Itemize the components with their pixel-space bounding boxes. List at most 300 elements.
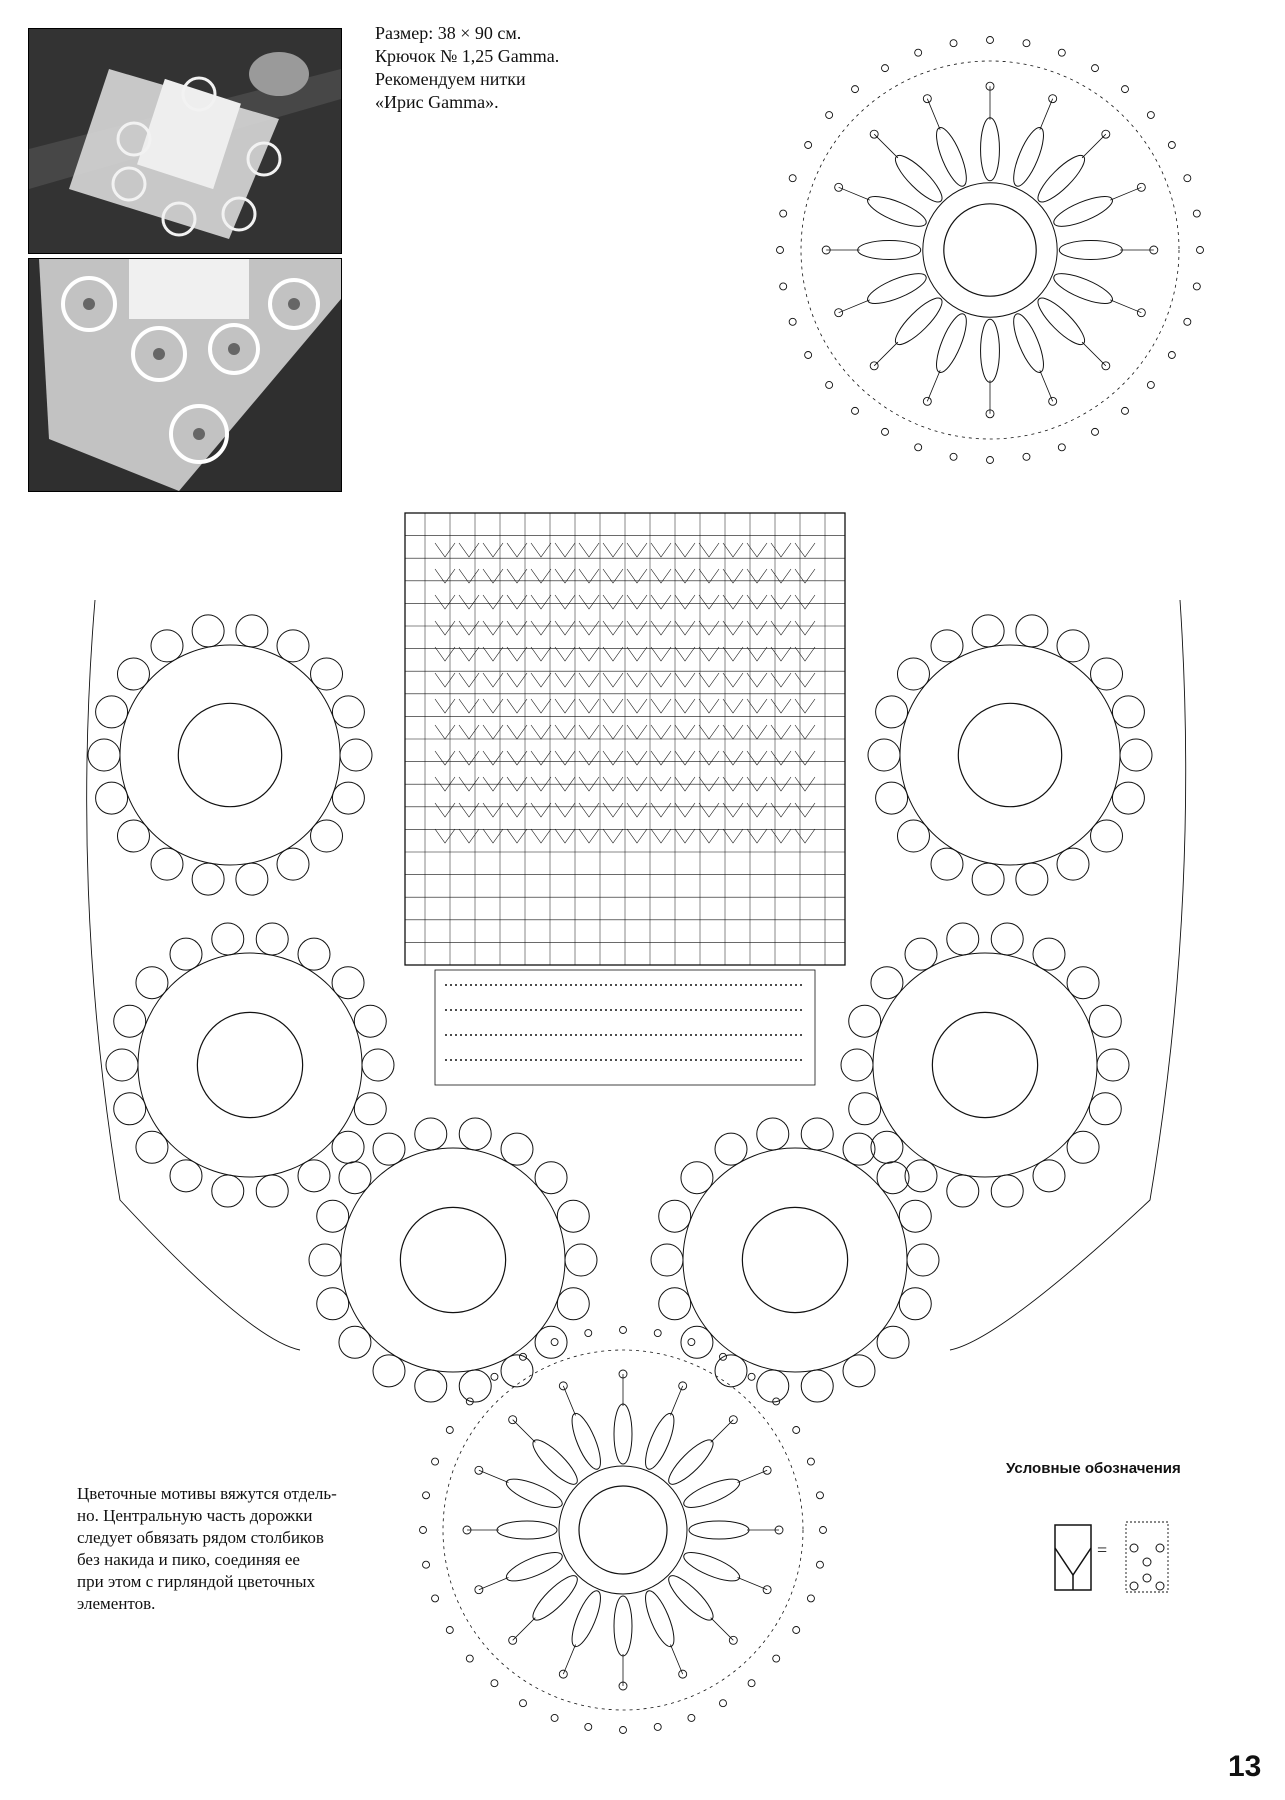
grid-v-stitch <box>675 595 695 609</box>
motif-center-ring <box>944 204 1036 296</box>
motif-hole <box>400 1207 505 1312</box>
motif-petal <box>899 1288 931 1320</box>
edge-picot <box>1023 453 1030 460</box>
flower-motif-top <box>777 37 1204 464</box>
motif-petal <box>614 1596 632 1656</box>
grid-v-stitch <box>651 543 671 557</box>
motif-petal <box>528 1435 583 1490</box>
grid-v-stitch <box>555 725 575 739</box>
grid-v-stitch <box>699 829 719 843</box>
grid-v-stitch <box>675 803 695 817</box>
edge-picot <box>654 1330 661 1337</box>
grid-v-stitch <box>435 621 455 635</box>
legend-picot <box>1143 1558 1151 1566</box>
grid-v-stitch <box>603 595 623 609</box>
edge-picot <box>1184 318 1191 325</box>
motif-petal <box>905 1160 937 1192</box>
grid-v-stitch <box>603 621 623 635</box>
motif-chain <box>479 1577 509 1589</box>
grid-v-stitch <box>723 543 743 557</box>
grid-v-stitch <box>603 751 623 765</box>
motif-petal <box>114 1005 146 1037</box>
grid-v-stitch <box>675 751 695 765</box>
motif-petal <box>362 1049 394 1081</box>
edge-picot <box>1092 428 1099 435</box>
motif-petal <box>1008 310 1050 375</box>
motif-petal <box>1089 1093 1121 1125</box>
motif-petal <box>256 1175 288 1207</box>
grid-v-stitch <box>555 595 575 609</box>
grid-v-stitch <box>723 725 743 739</box>
motif-petal <box>415 1370 447 1402</box>
motif-petal <box>1091 820 1123 852</box>
motif-petal <box>317 1200 349 1232</box>
grid-v-stitch <box>531 673 551 687</box>
motif-petal <box>981 319 1000 382</box>
edge-picot <box>491 1680 498 1687</box>
motif-petal <box>1091 658 1123 690</box>
motif-petal <box>136 967 168 999</box>
edge-picot <box>807 1595 814 1602</box>
grid-v-stitch <box>699 803 719 817</box>
legend-picot <box>1130 1544 1138 1552</box>
grid-v-stitch <box>699 543 719 557</box>
hook-text: Крючок № 1,25 Gamma. <box>375 46 560 66</box>
edge-picot <box>423 1561 430 1568</box>
grid-v-stitch <box>555 829 575 843</box>
motif-petal <box>876 696 908 728</box>
motif-petal <box>151 848 183 880</box>
grid-v-stitch <box>507 699 527 713</box>
grid-v-stitch <box>579 647 599 661</box>
grid-v-stitch <box>459 647 479 661</box>
grid-v-stitch <box>555 647 575 661</box>
motif-petal <box>535 1162 567 1194</box>
edge-picot <box>1147 112 1154 119</box>
grid-v-stitch <box>651 647 671 661</box>
grid-v-stitch <box>459 673 479 687</box>
legend-picot <box>1156 1544 1164 1552</box>
grid-v-stitch <box>723 699 743 713</box>
edge-picot <box>520 1700 527 1707</box>
motif-hole <box>197 1012 302 1117</box>
motif-petal <box>1120 739 1152 771</box>
grid-v-stitch <box>459 725 479 739</box>
motif-petal <box>801 1118 833 1150</box>
note-line: элементов. <box>77 1594 156 1613</box>
motif-petal <box>876 782 908 814</box>
motif-petal <box>843 1355 875 1387</box>
grid-v-stitch <box>459 621 479 635</box>
motif-petal <box>864 191 929 233</box>
motif-petal <box>311 820 343 852</box>
legend-title: Условные обозначения <box>1006 1460 1181 1477</box>
grid-v-stitch <box>531 725 551 739</box>
edge-picot <box>1147 381 1154 388</box>
motif-petal <box>170 1160 202 1192</box>
motif-petal <box>1033 1160 1065 1192</box>
grid-v-stitch <box>795 621 815 635</box>
motif-petal <box>663 1435 718 1490</box>
grid-v-stitch <box>579 803 599 817</box>
motif-petal <box>277 630 309 662</box>
grid-v-stitch <box>795 595 815 609</box>
grid-v-stitch <box>507 725 527 739</box>
edge-picot <box>793 1627 800 1634</box>
grid-v-stitch <box>603 673 623 687</box>
grid-v-stitch <box>723 803 743 817</box>
grid-v-stitch <box>675 543 695 557</box>
grid-v-stitch <box>435 647 455 661</box>
motif-petal <box>1050 191 1115 233</box>
edge-picot <box>773 1655 780 1662</box>
grid-v-stitch <box>699 751 719 765</box>
motif-petal <box>1057 848 1089 880</box>
edge-picot <box>805 352 812 359</box>
grid-v-stitch <box>531 621 551 635</box>
motif-chain <box>670 1386 682 1416</box>
grid-v-stitch <box>459 595 479 609</box>
grid-v-stitch <box>603 647 623 661</box>
grid-v-stitch <box>579 699 599 713</box>
grid-v-stitch <box>603 829 623 843</box>
grid-v-stitch <box>699 621 719 635</box>
grid-v-stitch <box>627 673 647 687</box>
grid-v-stitch <box>579 751 599 765</box>
grid-v-stitch <box>603 803 623 817</box>
grid-v-stitch <box>675 673 695 687</box>
motif-hole <box>958 703 1061 806</box>
grid-v-stitch <box>435 699 455 713</box>
grid-v-stitch <box>627 803 647 817</box>
motif-petal <box>298 938 330 970</box>
grid-v-stitch <box>699 699 719 713</box>
grid-v-stitch <box>435 803 455 817</box>
motif-chain <box>479 1470 509 1482</box>
motif-petal <box>566 1588 606 1650</box>
motif-petal <box>1057 630 1089 662</box>
grid-v-stitch <box>795 725 815 739</box>
motif-petal <box>459 1370 491 1402</box>
motif-petal <box>212 1175 244 1207</box>
motif-chain <box>513 1618 536 1641</box>
motif-petal <box>931 310 973 375</box>
grid-v-stitch <box>531 751 551 765</box>
grid-v-stitch <box>435 829 455 843</box>
motif-petal <box>332 696 364 728</box>
motif-petal <box>151 630 183 662</box>
motif-petal <box>871 1131 903 1163</box>
grid-v-stitch <box>795 829 815 843</box>
grid-v-stitch <box>579 543 599 557</box>
grid-v-stitch <box>459 751 479 765</box>
edge-picot <box>780 210 787 217</box>
grid-v-stitch <box>699 595 719 609</box>
motif-petal <box>849 1005 881 1037</box>
motif-chain <box>1082 342 1106 366</box>
grid-v-stitch <box>555 621 575 635</box>
motif-ring <box>559 1466 687 1594</box>
motif-petal <box>212 923 244 955</box>
grid-v-stitch <box>723 595 743 609</box>
motif-petal <box>528 1570 583 1625</box>
legend-picot <box>1143 1574 1151 1582</box>
grid-v-stitch <box>723 647 743 661</box>
motif-petal <box>849 1093 881 1125</box>
motif-hole <box>932 1012 1037 1117</box>
motif-chain <box>1110 187 1141 200</box>
grid-v-stitch <box>603 699 623 713</box>
motif-petal <box>868 739 900 771</box>
motif-petal <box>681 1326 713 1358</box>
motif-petal <box>877 1162 909 1194</box>
edge-picot <box>466 1655 473 1662</box>
motif-petal <box>317 1288 349 1320</box>
grid-v-stitch <box>579 725 599 739</box>
grid-v-stitch <box>435 595 455 609</box>
border-frame <box>435 970 815 1085</box>
motif-center-ring <box>579 1486 667 1574</box>
edge-picot <box>882 428 889 435</box>
motif-petal <box>332 967 364 999</box>
edge-picot <box>826 381 833 388</box>
motif-chain <box>1110 300 1141 313</box>
edge-picot <box>789 175 796 182</box>
motif-petal <box>501 1133 533 1165</box>
grid-v-stitch <box>771 673 791 687</box>
grid-v-stitch <box>435 543 455 557</box>
edge-picot <box>585 1330 592 1337</box>
motif-petal <box>96 696 128 728</box>
motif-garland <box>87 600 1186 1402</box>
motif-petal <box>659 1200 691 1232</box>
motif-petal <box>689 1521 749 1539</box>
motif-petal <box>1112 696 1144 728</box>
grid-v-stitch <box>771 647 791 661</box>
page-number: 13 <box>1228 1750 1262 1783</box>
motif-chain <box>927 370 940 401</box>
motif-petal <box>991 923 1023 955</box>
grid-v-stitch <box>795 803 815 817</box>
motif-petal <box>801 1370 833 1402</box>
motif-hole <box>742 1207 847 1312</box>
motif-petal <box>373 1133 405 1165</box>
motif-petal <box>841 1049 873 1081</box>
grid-v-stitch <box>675 621 695 635</box>
yarn-text-2: «Ирис Gamma». <box>375 92 499 112</box>
motif-petal <box>339 1326 371 1358</box>
edge-picot <box>820 1527 827 1534</box>
grid-v-stitch <box>651 725 671 739</box>
motif-petal <box>236 615 268 647</box>
grid-v-stitch <box>627 725 647 739</box>
edge-picot <box>915 49 922 56</box>
motif-petal <box>88 739 120 771</box>
grid-v-stitch <box>771 751 791 765</box>
grid-v-stitch <box>651 595 671 609</box>
edge-picot <box>950 453 957 460</box>
edge-picot <box>432 1595 439 1602</box>
grid-v-stitch <box>507 751 527 765</box>
edge-picot <box>915 444 922 451</box>
motif-petal <box>1032 150 1090 208</box>
motif-petal <box>298 1160 330 1192</box>
note-line: следует обвязать рядом столбиков <box>77 1528 324 1547</box>
motif-petal <box>256 923 288 955</box>
edge-picot <box>423 1492 430 1499</box>
grid-v-stitch <box>507 829 527 843</box>
motif-petal <box>890 292 948 350</box>
motif-petal <box>415 1118 447 1150</box>
grid-v-stitch <box>555 673 575 687</box>
edge-picot <box>551 1339 558 1346</box>
motif-petal <box>640 1410 680 1472</box>
motif-petal <box>715 1133 747 1165</box>
edge-picot <box>551 1714 558 1721</box>
grid-v-stitch <box>795 647 815 661</box>
grid-v-stitch <box>603 543 623 557</box>
motif-petal <box>614 1404 632 1464</box>
motif-chain <box>839 187 870 200</box>
grid-v-stitch <box>507 543 527 557</box>
motif-petal <box>277 848 309 880</box>
grid-v-stitch <box>795 751 815 765</box>
motif-petal <box>354 1005 386 1037</box>
grid-v-stitch <box>651 829 671 843</box>
legend-picot <box>1130 1582 1138 1590</box>
motif-petal <box>311 658 343 690</box>
motif-petal <box>1016 863 1048 895</box>
grid-v-stitch <box>507 595 527 609</box>
motif-petal <box>1089 1005 1121 1037</box>
motif-chain <box>874 134 898 158</box>
motif-chain <box>670 1645 682 1675</box>
grid-v-stitch <box>651 699 671 713</box>
motif-chain <box>1040 99 1053 130</box>
motif-petal <box>715 1355 747 1387</box>
grid-v-stitch <box>675 647 695 661</box>
motif-petal <box>557 1200 589 1232</box>
grid-v-stitch <box>603 725 623 739</box>
grid-v-stitch <box>459 699 479 713</box>
edge-picot <box>1184 175 1191 182</box>
edge-picot <box>1193 283 1200 290</box>
motif-petal <box>1059 241 1122 260</box>
motif-chain <box>711 1618 734 1641</box>
motif-petal <box>871 967 903 999</box>
motif-petal <box>1112 782 1144 814</box>
grid-v-stitch <box>795 543 815 557</box>
motif-petal <box>947 923 979 955</box>
motif-body <box>873 953 1097 1177</box>
motif-petal <box>117 820 149 852</box>
motif-petal <box>557 1288 589 1320</box>
motif-petal <box>890 150 948 208</box>
grid-v-stitch <box>723 829 743 843</box>
motif-petal <box>503 1547 565 1587</box>
motif-petal <box>991 1175 1023 1207</box>
grid-v-stitch <box>651 621 671 635</box>
motif-chain <box>738 1577 768 1589</box>
edge-picot <box>1168 352 1175 359</box>
grid-v-stitch <box>507 673 527 687</box>
grid-v-stitch <box>675 699 695 713</box>
edge-picot <box>852 86 859 93</box>
legend-symbols <box>1055 1522 1168 1592</box>
edge-picot <box>1092 65 1099 72</box>
grid-v-stitch <box>723 673 743 687</box>
motif-petal <box>931 124 973 189</box>
grid-v-stitch <box>795 699 815 713</box>
motif-body <box>120 645 340 865</box>
motif-petal <box>170 938 202 970</box>
note-line: при этом с гирляндой цветочных <box>77 1572 316 1591</box>
edge-picot <box>807 1458 814 1465</box>
motif-petal <box>877 1326 909 1358</box>
motif-petal <box>681 1162 713 1194</box>
edge-picot <box>688 1339 695 1346</box>
grid-v-stitch <box>579 621 599 635</box>
motif-petal <box>931 630 963 662</box>
grid-v-stitch <box>531 647 551 661</box>
grid-v-stitch <box>771 699 791 713</box>
edge-picot <box>432 1458 439 1465</box>
grid-v-stitch <box>531 699 551 713</box>
grid-v-stitch <box>627 647 647 661</box>
grid-v-stitch <box>627 621 647 635</box>
edge-picot <box>826 112 833 119</box>
edge-picot <box>1168 142 1175 149</box>
edge-picot <box>446 1427 453 1434</box>
motif-petal <box>354 1093 386 1125</box>
legend-equals: = <box>1097 1540 1108 1560</box>
grid-v-stitch <box>651 673 671 687</box>
edge-picot <box>1023 40 1030 47</box>
edge-picot <box>585 1723 592 1730</box>
grid-v-stitch <box>531 543 551 557</box>
grid-v-stitch <box>627 543 647 557</box>
edge-picot <box>950 40 957 47</box>
motif-petal <box>136 1131 168 1163</box>
motif-chain <box>711 1420 734 1443</box>
edge-picot <box>420 1527 427 1534</box>
motif-petal <box>897 658 929 690</box>
edge-picot <box>654 1723 661 1730</box>
motif-petal <box>681 1547 743 1587</box>
motif-chain <box>1082 134 1106 158</box>
grid-v-stitch <box>459 543 479 557</box>
grid-v-stitch <box>579 829 599 843</box>
motif-petal <box>757 1118 789 1150</box>
edge-picot <box>1121 407 1128 414</box>
motif-petal <box>905 938 937 970</box>
motif-chain <box>1040 370 1053 401</box>
motif-petal <box>1067 1131 1099 1163</box>
edge-picot <box>688 1714 695 1721</box>
motif-petal <box>332 782 364 814</box>
edge-picot <box>720 1700 727 1707</box>
edge-picot <box>789 318 796 325</box>
grid-v-stitch <box>555 543 575 557</box>
grid-v-stitch <box>435 725 455 739</box>
motif-chain <box>513 1420 536 1443</box>
edge-picot <box>491 1373 498 1380</box>
grid-v-stitch <box>627 595 647 609</box>
motif-petal <box>1033 938 1065 970</box>
grid-v-stitch <box>579 673 599 687</box>
edge-picot <box>1058 444 1065 451</box>
grid-v-stitch <box>771 725 791 739</box>
